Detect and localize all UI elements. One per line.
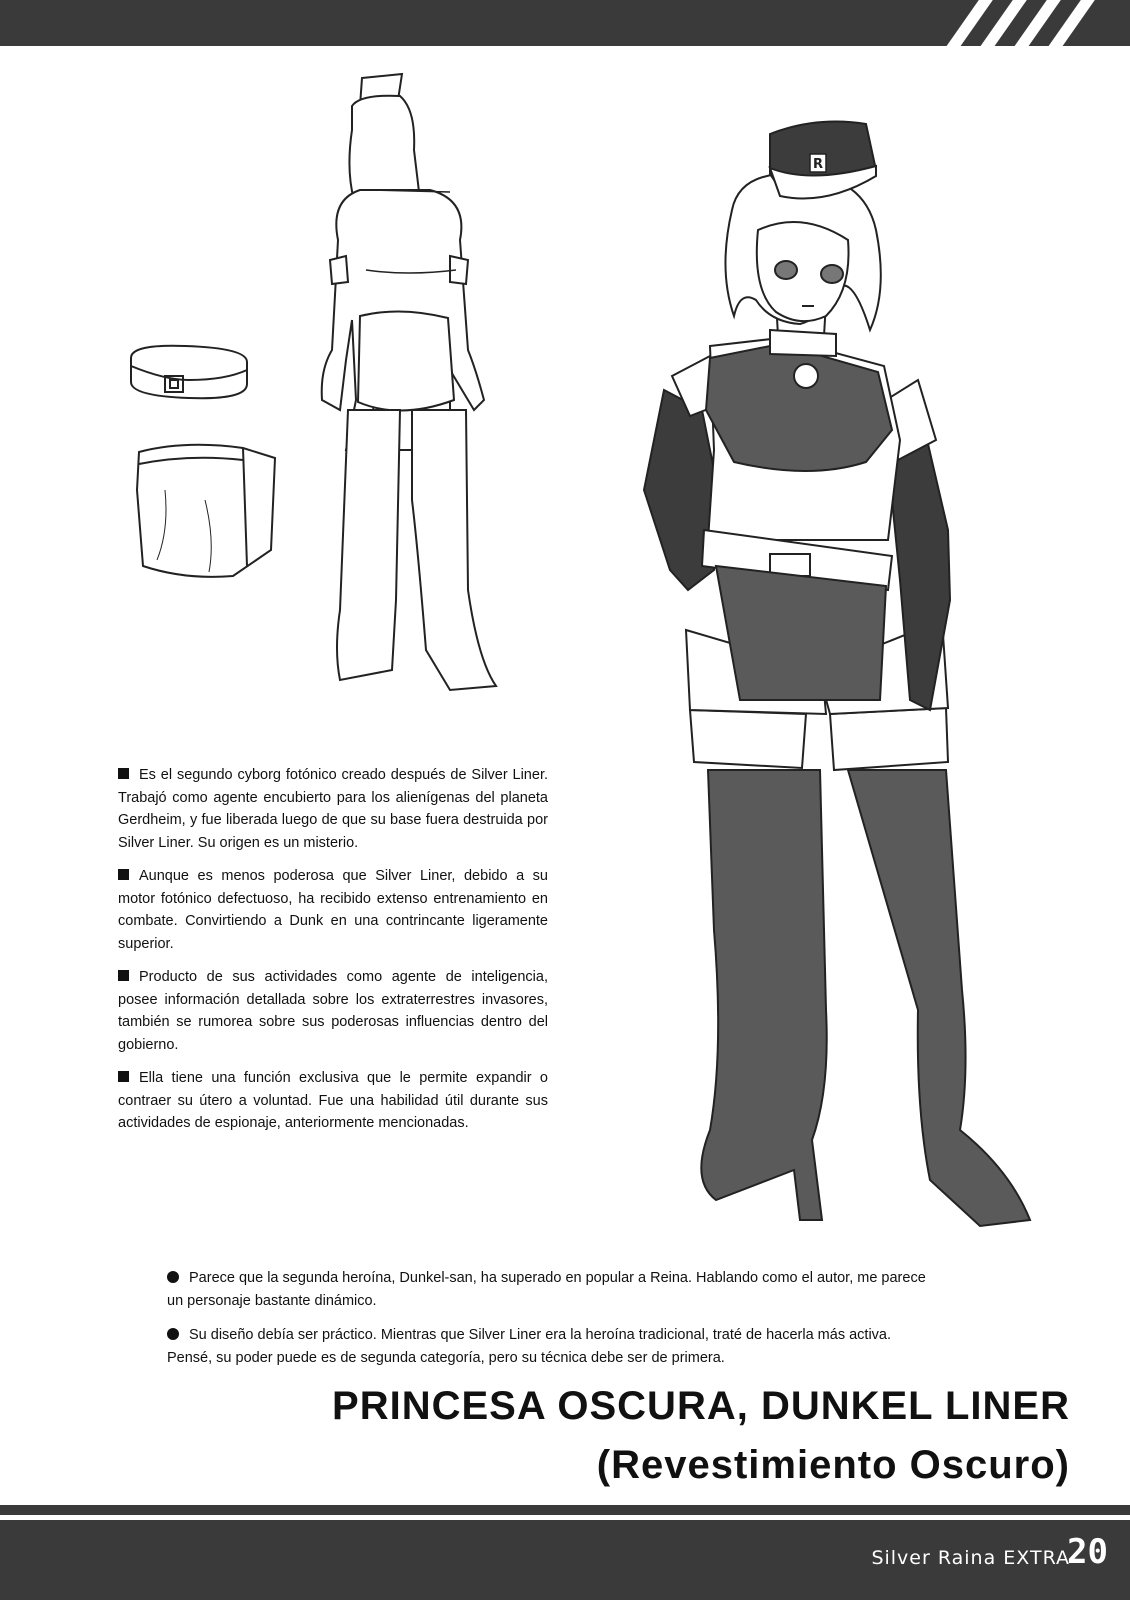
page-subtitle: (Revestimiento Oscuro) (596, 1443, 1070, 1487)
round-bullet-icon (167, 1271, 179, 1283)
footer-rule (0, 1505, 1130, 1515)
back-armband-left (330, 256, 348, 284)
eye-left (775, 261, 797, 279)
square-bullet-icon (118, 970, 129, 981)
boot-right (848, 770, 1030, 1226)
boot-left (701, 770, 826, 1220)
collar (770, 330, 836, 356)
eye-right (821, 265, 843, 283)
back-boot-left (337, 410, 400, 680)
description-paragraph: Ella tiene una función exclusiva que le permite expandir o contraer su útero a voluntad. Fue una habilidad útil durante sus actividades de espionaje, anteriormente mencionadas. (118, 1070, 548, 1131)
square-bullet-icon (118, 869, 129, 880)
footer-series-label: Silver Raina EXTRA (871, 1547, 1070, 1569)
boot-cuff-left (690, 710, 806, 768)
hat-emblem: R (812, 157, 824, 172)
boot-cuff-right (830, 708, 948, 770)
author-note: Parece que la segunda heroína, Dunkel-san, ha superado en popular a Reina. Hablando como el autor, me parece un personaje bastante dinámico. (167, 1270, 926, 1309)
description-paragraph: Aunque es menos poderosa que Silver Liner, debido a su motor fotónico defectuoso, ha recibido extenso entrenamiento en combate. Convirtiendo a Dunk en una contrincante ligeramente superior. (118, 868, 548, 952)
collar-ring (794, 364, 818, 388)
square-bullet-icon (118, 768, 129, 779)
page-title: PRINCESA OSCURA, DUNKEL LINER (332, 1384, 1070, 1428)
round-bullet-icon (167, 1328, 179, 1340)
choker-sketch (131, 346, 247, 398)
skirt (716, 566, 886, 700)
description-paragraph: Producto de sus actividades como agente de inteligencia, posee información detallada sobre los extraterrestres invasores, también se rumorea sobre sus poderosas influencias dentro del gobierno. (118, 969, 548, 1053)
back-view-sketch (300, 70, 520, 710)
back-hair (349, 96, 420, 203)
description-paragraph: Es el segundo cyborg fotónico creado después de Silver Liner. Trabajó como agente encubierto para los alienígenas del planeta Gerdheim, y fue liberada luego de que su base fuera destruida por Silver Liner. Su origen es un misterio. (118, 767, 548, 851)
back-boot-right (412, 410, 496, 690)
square-bullet-icon (118, 1071, 129, 1082)
back-skirt (358, 311, 454, 410)
page-number: 20 (1067, 1532, 1108, 1572)
character-illustration (630, 110, 1050, 1250)
character-description (118, 764, 548, 1146)
author-notes (167, 1267, 927, 1381)
accessory-sketches (125, 340, 295, 600)
header-bar (0, 0, 1130, 46)
author-note: Su diseño debía ser práctico. Mientras que Silver Liner era la heroína tradicional, traté de hacerla más activa. Pensé, su poder puede es de segunda categoría, pero su técnica debe ser de primera. (167, 1327, 892, 1366)
skirt-sketch (137, 445, 275, 577)
